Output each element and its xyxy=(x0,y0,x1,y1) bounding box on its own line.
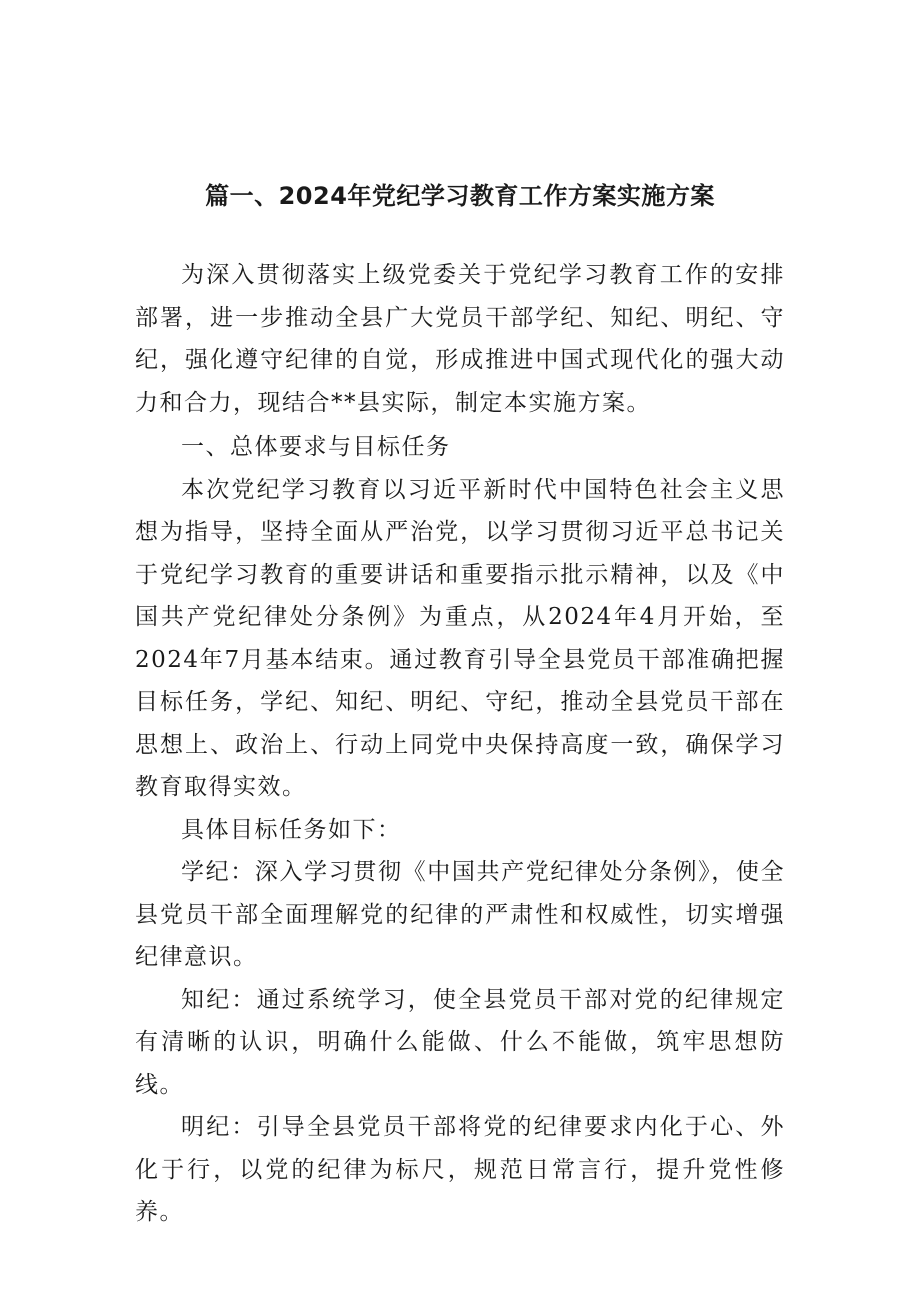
targets-intro-paragraph: 具体目标任务如下： xyxy=(181,816,402,843)
section-heading-1: 一、总体要求与目标任务 xyxy=(181,434,451,460)
zhiji-paragraph: 知纪：通过系统学习，使全县党员干部对党的纪律规定有清晰的认识，明确什么能做、什么不能做，筑牢思想防线。 xyxy=(135,986,785,1098)
document-title: 篇一、2024年党纪学习教育工作方案实施方案 xyxy=(205,182,715,210)
section-1-body-paragraph: 本次党纪学习教育以习近平新时代中国特色社会主义思想为指导，坚持全面从严治党，以学习贯彻习近平总书记关于党纪学习教育的重要讲话和重要指示批示精神，以及《中国共产党纪律处分条例》为重点，从2024年4月开始，至2024年7月基本结束。通过教育引导全县党员干部准确把握目标任务，学纪、知纪、明纪、守纪，推动全县党员干部在思想上、政治上、行动上同党中央保持高度一致，确保学习教育取得实效。 xyxy=(135,476,785,800)
intro-paragraph: 为深入贯彻落实上级党委关于党纪学习教育工作的安排部署，进一步推动全县广大党员干部学纪、知纪、明纪、守纪，强化遵守纪律的自觉，形成推进中国式现代化的强大动力和合力，现结合**县实际，制定本实施方案。 xyxy=(135,262,785,416)
document-body xyxy=(135,254,785,1234)
mingji-paragraph: 明纪：引导全县党员干部将党的纪律要求内化于心、外化于行，以党的纪律为标尺，规范日常言行，提升党性修养。 xyxy=(135,1114,785,1225)
xueji-paragraph: 学纪：深入学习贯彻《中国共产党纪律处分条例》，使全县党员干部全面理解党的纪律的严肃性和权威性，切实增强纪律意识。 xyxy=(135,859,785,970)
